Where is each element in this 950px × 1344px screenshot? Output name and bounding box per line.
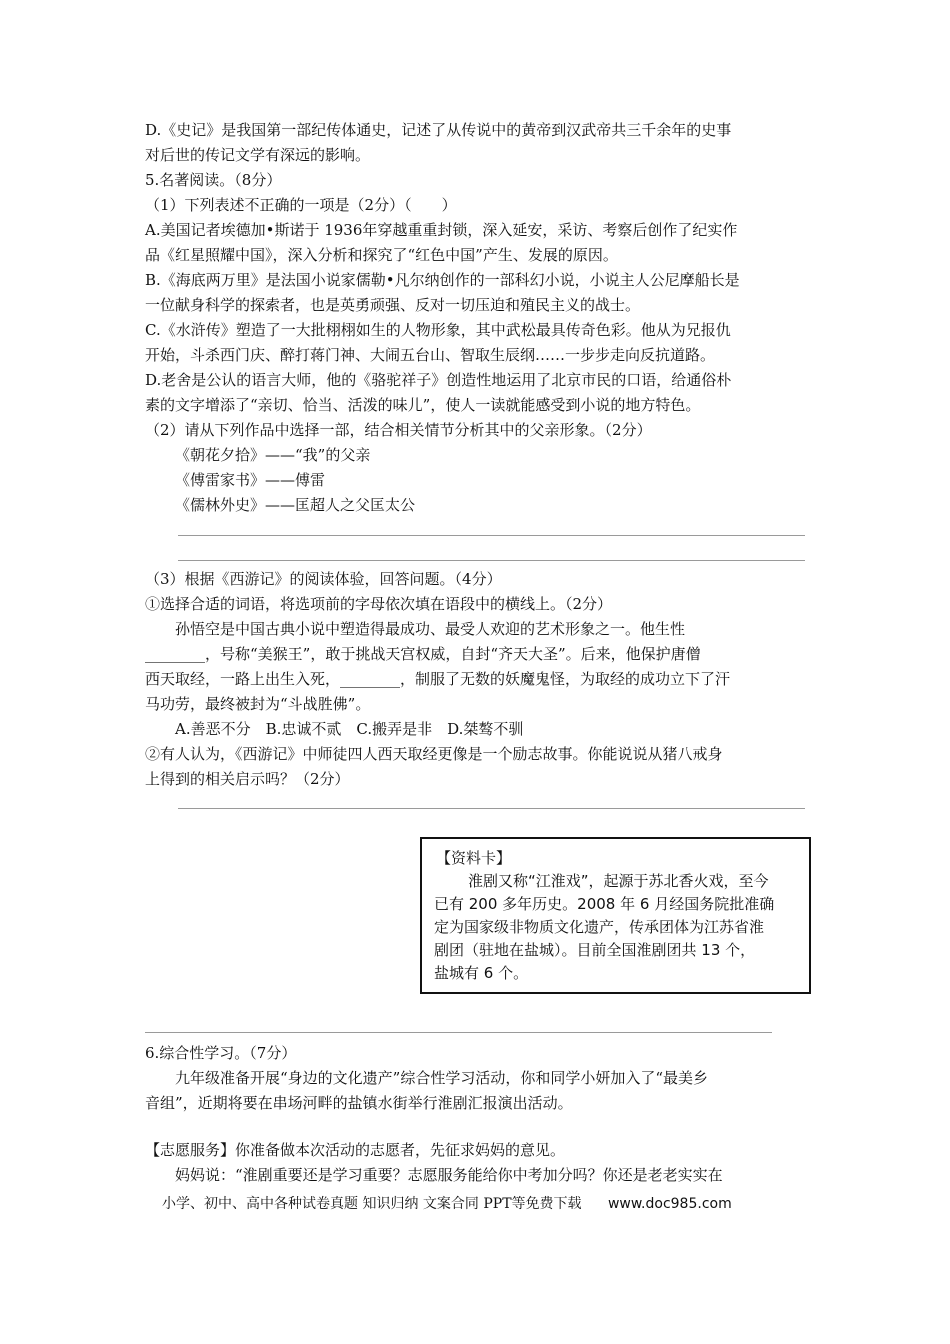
footer-url[interactable]: www.doc985.com [607, 1196, 732, 1212]
option-a-line-1: A.美国记者埃德加•斯诺于 1936年穿越重重封锁，深入延安，采访、考察后创作了纪实作 [145, 221, 738, 239]
footer-text: 小学、初中、高中各种试卷真题 知识归纳 文案合同 PPT等免费下载 [162, 1196, 582, 1212]
work-item: 《儒林外史》——匡超人之父匡太公 [175, 496, 416, 514]
info-card-line: 淮剧又称“江淮戏”，起源于苏北香火戏，至今 [468, 872, 769, 890]
question-5-3-2-prompt-line-1: ②有人认为，《西游记》中师徒四人西天取经更像是一个励志故事。你能说说从猪八戒身 [145, 745, 723, 763]
info-card-title: 【资料卡】 [436, 849, 512, 867]
option-d2-line-2: 素的文字增添了“亲切、恰当、活泼的味儿”，使人一读就能感受到小说的地方特色。 [145, 396, 701, 414]
info-card [420, 837, 811, 994]
question-6-intro-line-2: 音组”，近期将要在串场河畔的盐镇水街举行淮剧汇报演出活动。 [145, 1094, 573, 1112]
info-card-line: 定为国家级非物质文化遗产，传承团体为江苏省淮 [434, 918, 765, 936]
question-6-title: 6.综合性学习。（7分） [145, 1044, 297, 1062]
mom-quote: 妈妈说：“淮剧重要还是学习重要？志愿服务能给你中考加分吗？你还是老老实实在 [175, 1166, 723, 1184]
answer-line[interactable] [178, 535, 805, 536]
option-b-line-1: B.《海底两万里》是法国小说家儒勒•凡尔纳创作的一部科幻小说，小说主人公尼摩船长是 [145, 271, 740, 289]
option-c-line-1: C.《水浒传》塑造了一大批栩栩如生的人物形象，其中武松最具传奇色彩。他从为兄报仇 [145, 321, 731, 339]
page-footer [162, 1193, 732, 1213]
question-5-title: 5.名著阅读。（8分） [145, 171, 282, 189]
info-card-line: 已有 200 多年历史。2008 年 6 月经国务院批准确 [434, 895, 775, 913]
question-5-2-prompt: （2）请从下列作品中选择一部，结合相关情节分析其中的父亲形象。（2分） [145, 421, 652, 439]
question-5-3-prompt: （3）根据《西游记》的阅读体验，回答问题。（4分） [145, 570, 502, 588]
passage-line: 马功劳，最终被封为“斗战胜佛”。 [145, 695, 371, 713]
answer-line[interactable] [178, 560, 805, 561]
answer-line[interactable] [178, 808, 805, 809]
option-c-line-2: 开始，斗杀西门庆、醉打蒋门神、大闹五台山、智取生辰纲……一步步走向反抗道路。 [145, 346, 716, 364]
option-d-line-1: D.《史记》是我国第一部纪传体通史，记述了从传说中的黄帝到汉武帝共三千余年的史事 [145, 121, 732, 139]
passage-line: 西天取经，一路上出生入死，________，制服了无数的妖魔鬼怪，为取经的成功立下了汗 [145, 670, 731, 688]
question-5-3-1-prompt: ①选择合适的词语，将选项前的字母依次填在语段中的横线上。（2分） [145, 595, 613, 613]
option-d2-line-1: D.老舍是公认的语言大师，他的《骆驼祥子》创造性地运用了北京市民的口语，给通俗朴 [145, 371, 732, 389]
passage-line: 孙悟空是中国古典小说中塑造得最成功、最受人欢迎的艺术形象之一。他生性 [175, 620, 686, 638]
option-a-line-2: 品《红星照耀中国》，深入分析和探究了“红色中国”产生、发展的原因。 [145, 246, 618, 264]
info-card-line: 剧团（驻地在盐城）。目前全国淮剧团共 13 个， [434, 941, 756, 959]
work-item: 《朝花夕拾》——“我”的父亲 [175, 446, 371, 464]
question-6-intro-line-1: 九年级准备开展“身边的文化遗产”综合性学习活动，你和同学小妍加入了“最美乡 [175, 1069, 709, 1087]
passage-line: ________，号称“美猴王”，敢于挑战天宫权威，自封“齐天大圣”。后来，他保护唐僧 [145, 645, 701, 663]
divider-line [145, 1032, 772, 1033]
volunteer-service-prompt: 【志愿服务】你准备做本次活动的志愿者，先征求妈妈的意见。 [145, 1141, 566, 1159]
option-b-line-2: 一位献身科学的探索者，也是英勇顽强、反对一切压迫和殖民主义的战士。 [145, 296, 641, 314]
question-5-1-prompt: （1）下列表述不正确的一项是（2分）（ ） [145, 196, 457, 214]
choice-options: A.善恶不分 B.忠诚不贰 C.搬弄是非 D.桀骜不驯 [175, 720, 524, 738]
work-item: 《傅雷家书》——傅雷 [175, 471, 326, 489]
info-card-line: 盐城有 6 个。 [434, 964, 529, 982]
question-5-3-2-prompt-line-2: 上得到的相关启示吗？（2分） [145, 770, 350, 788]
option-d-line-2: 对后世的传记文学有深远的影响。 [145, 146, 371, 164]
